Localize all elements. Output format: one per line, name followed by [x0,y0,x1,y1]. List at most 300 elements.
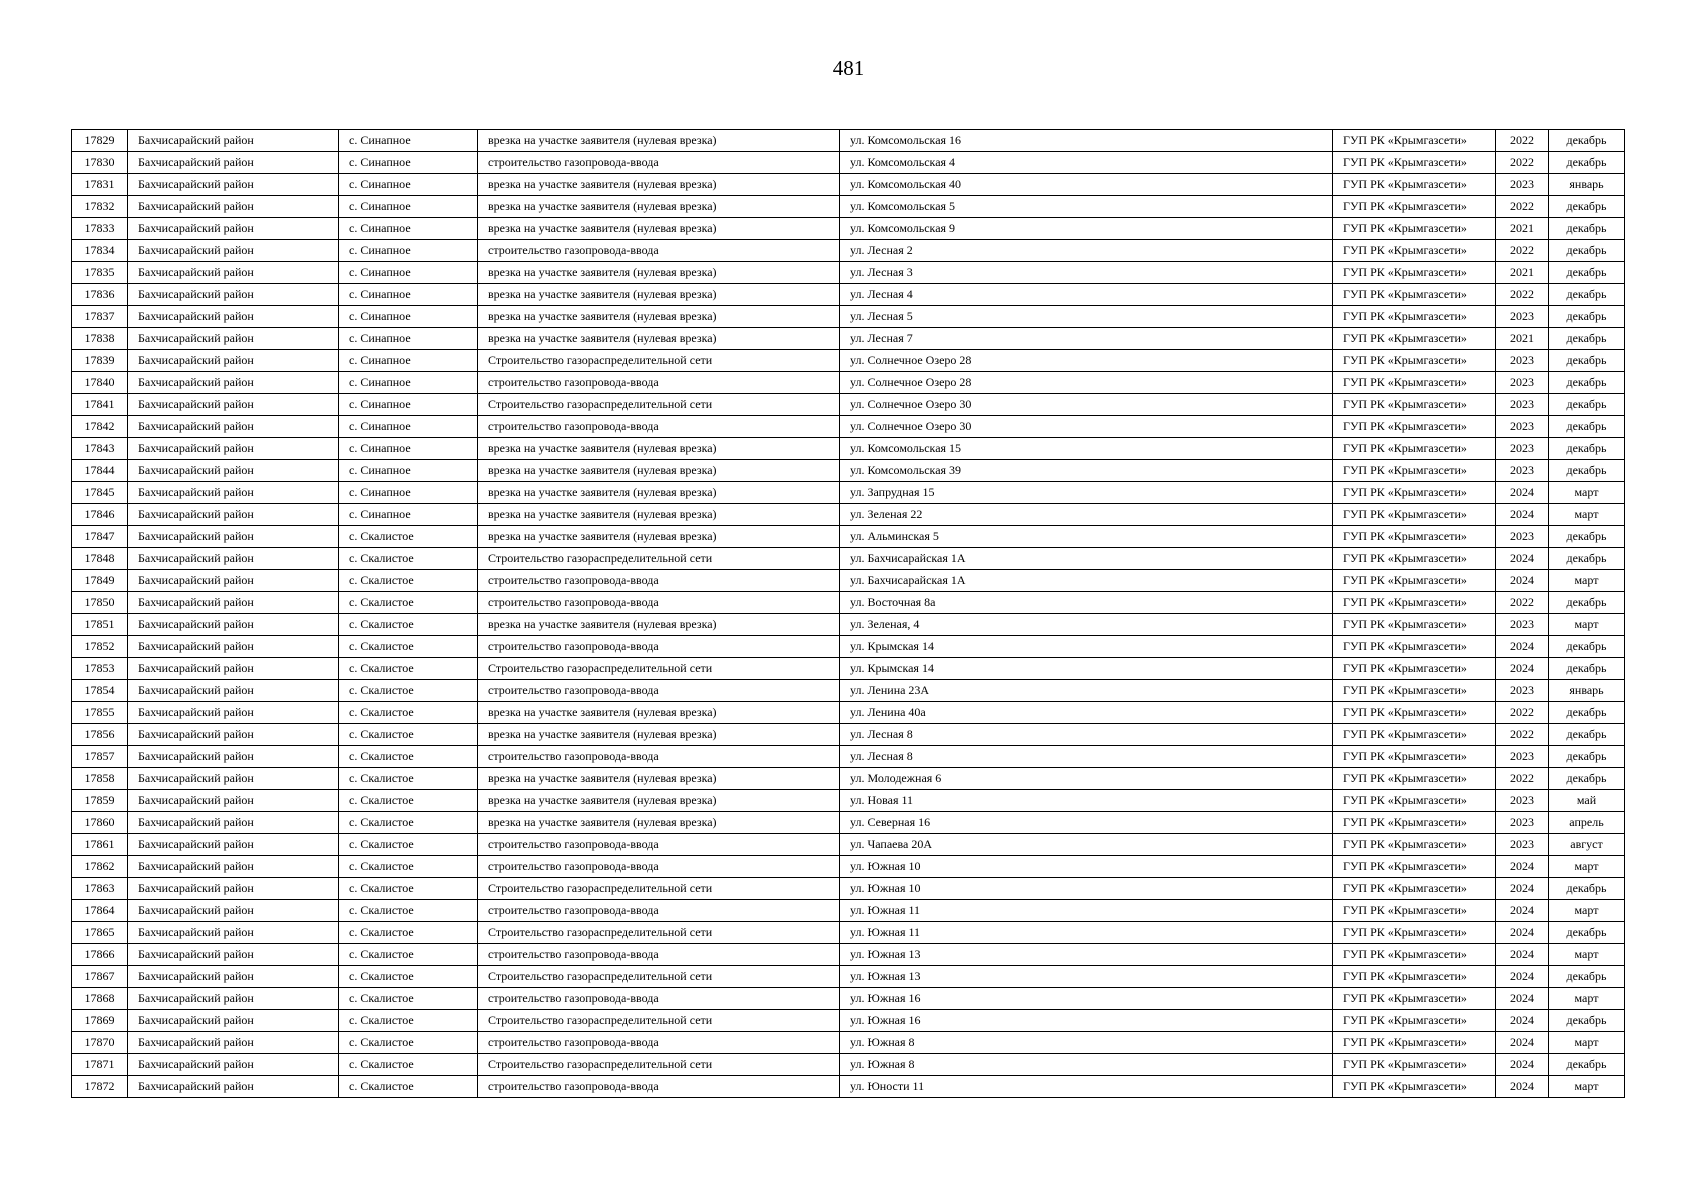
cell-record-number: 17869 [72,1010,128,1032]
cell-month: декабрь [1549,460,1625,482]
cell-year: 2022 [1496,152,1549,174]
cell-organization: ГУП РК «Крымгазсети» [1333,504,1496,526]
cell-month: декабрь [1549,350,1625,372]
cell-address: ул. Комсомольская 5 [840,196,1333,218]
cell-district: Бахчисарайский район [128,196,339,218]
table-row [72,636,1625,658]
cell-address: ул. Комсомольская 40 [840,174,1333,196]
cell-address: ул. Комсомольская 9 [840,218,1333,240]
table-row [72,680,1625,702]
cell-address: ул. Крымская 14 [840,658,1333,680]
cell-work-type: врезка на участке заявителя (нулевая врезка) [478,438,840,460]
cell-work-type: врезка на участке заявителя (нулевая врезка) [478,460,840,482]
cell-address: ул. Лесная 8 [840,724,1333,746]
cell-organization: ГУП РК «Крымгазсети» [1333,438,1496,460]
cell-work-type: строительство газопровода-ввода [478,240,840,262]
table-row [72,966,1625,988]
cell-district: Бахчисарайский район [128,592,339,614]
table-row [72,834,1625,856]
cell-record-number: 17832 [72,196,128,218]
table-row [72,284,1625,306]
cell-district: Бахчисарайский район [128,174,339,196]
cell-record-number: 17856 [72,724,128,746]
cell-district: Бахчисарайский район [128,944,339,966]
cell-district: Бахчисарайский район [128,1054,339,1076]
cell-month: декабрь [1549,746,1625,768]
cell-year: 2024 [1496,944,1549,966]
cell-record-number: 17840 [72,372,128,394]
table-row [72,900,1625,922]
cell-organization: ГУП РК «Крымгазсети» [1333,350,1496,372]
cell-address: ул. Лесная 7 [840,328,1333,350]
cell-record-number: 17872 [72,1076,128,1098]
cell-district: Бахчисарайский район [128,482,339,504]
cell-settlement: с. Синапное [339,196,478,218]
cell-address: ул. Солнечное Озеро 28 [840,350,1333,372]
cell-address: ул. Южная 10 [840,856,1333,878]
table-row [72,526,1625,548]
cell-address: ул. Южная 13 [840,966,1333,988]
cell-organization: ГУП РК «Крымгазсети» [1333,284,1496,306]
cell-work-type: врезка на участке заявителя (нулевая врезка) [478,504,840,526]
cell-year: 2024 [1496,878,1549,900]
cell-district: Бахчисарайский район [128,988,339,1010]
cell-address: ул. Солнечное Озеро 30 [840,416,1333,438]
cell-district: Бахчисарайский район [128,614,339,636]
cell-month: декабрь [1549,262,1625,284]
table-row [72,1054,1625,1076]
cell-settlement: с. Скалистое [339,1010,478,1032]
cell-address: ул. Южная 11 [840,922,1333,944]
cell-organization: ГУП РК «Крымгазсети» [1333,152,1496,174]
cell-year: 2024 [1496,482,1549,504]
cell-record-number: 17839 [72,350,128,372]
cell-month: март [1549,504,1625,526]
cell-record-number: 17857 [72,746,128,768]
cell-record-number: 17835 [72,262,128,284]
cell-record-number: 17863 [72,878,128,900]
cell-settlement: с. Скалистое [339,702,478,724]
cell-settlement: с. Синапное [339,328,478,350]
cell-record-number: 17855 [72,702,128,724]
cell-month: декабрь [1549,878,1625,900]
cell-organization: ГУП РК «Крымгазсети» [1333,306,1496,328]
cell-year: 2024 [1496,1032,1549,1054]
cell-address: ул. Юности 11 [840,1076,1333,1098]
cell-work-type: строительство газопровода-ввода [478,988,840,1010]
cell-organization: ГУП РК «Крымгазсети» [1333,988,1496,1010]
cell-organization: ГУП РК «Крымгазсети» [1333,328,1496,350]
cell-record-number: 17868 [72,988,128,1010]
table-row [72,658,1625,680]
table-row [72,702,1625,724]
cell-work-type: строительство газопровода-ввода [478,1032,840,1054]
cell-address: ул. Комсомольская 16 [840,130,1333,152]
cell-settlement: с. Синапное [339,218,478,240]
table-row [72,262,1625,284]
page-number: 481 [832,56,865,80]
cell-address: ул. Южная 16 [840,1010,1333,1032]
cell-work-type: врезка на участке заявителя (нулевая врезка) [478,262,840,284]
cell-month: январь [1549,174,1625,196]
cell-year: 2023 [1496,460,1549,482]
cell-address: ул. Южная 10 [840,878,1333,900]
cell-month: апрель [1549,812,1625,834]
table-row [72,196,1625,218]
cell-year: 2021 [1496,328,1549,350]
cell-month: март [1549,988,1625,1010]
cell-organization: ГУП РК «Крымгазсети» [1333,394,1496,416]
table-row [72,614,1625,636]
cell-month: март [1549,900,1625,922]
cell-settlement: с. Синапное [339,350,478,372]
cell-district: Бахчисарайский район [128,812,339,834]
cell-record-number: 17858 [72,768,128,790]
cell-address: ул. Восточная 8а [840,592,1333,614]
cell-address: ул. Южная 8 [840,1054,1333,1076]
cell-month: декабрь [1549,966,1625,988]
cell-month: декабрь [1549,394,1625,416]
cell-address: ул. Зеленая, 4 [840,614,1333,636]
cell-year: 2023 [1496,416,1549,438]
cell-district: Бахчисарайский район [128,328,339,350]
cell-district: Бахчисарайский район [128,526,339,548]
cell-record-number: 17833 [72,218,128,240]
cell-address: ул. Лесная 4 [840,284,1333,306]
cell-work-type: врезка на участке заявителя (нулевая врезка) [478,614,840,636]
cell-work-type: врезка на участке заявителя (нулевая врезка) [478,768,840,790]
cell-record-number: 17836 [72,284,128,306]
cell-year: 2022 [1496,284,1549,306]
cell-record-number: 17830 [72,152,128,174]
cell-work-type: Строительство газораспределительной сети [478,394,840,416]
cell-record-number: 17851 [72,614,128,636]
cell-work-type: строительство газопровода-ввода [478,856,840,878]
cell-record-number: 17865 [72,922,128,944]
cell-district: Бахчисарайский район [128,218,339,240]
cell-district: Бахчисарайский район [128,1076,339,1098]
cell-year: 2023 [1496,174,1549,196]
cell-month: декабрь [1549,526,1625,548]
cell-work-type: врезка на участке заявителя (нулевая врезка) [478,130,840,152]
cell-settlement: с. Скалистое [339,724,478,746]
cell-year: 2022 [1496,768,1549,790]
cell-organization: ГУП РК «Крымгазсети» [1333,416,1496,438]
cell-record-number: 17853 [72,658,128,680]
cell-address: ул. Молодежная 6 [840,768,1333,790]
cell-district: Бахчисарайский район [128,900,339,922]
cell-month: декабрь [1549,548,1625,570]
cell-address: ул. Южная 8 [840,1032,1333,1054]
cell-district: Бахчисарайский район [128,262,339,284]
cell-organization: ГУП РК «Крымгазсети» [1333,790,1496,812]
cell-record-number: 17837 [72,306,128,328]
table-row [72,174,1625,196]
cell-address: ул. Лесная 5 [840,306,1333,328]
cell-district: Бахчисарайский район [128,548,339,570]
cell-settlement: с. Скалистое [339,658,478,680]
cell-year: 2024 [1496,988,1549,1010]
cell-year: 2023 [1496,746,1549,768]
cell-year: 2024 [1496,548,1549,570]
cell-work-type: строительство газопровода-ввода [478,570,840,592]
table-row [72,790,1625,812]
table-row [72,240,1625,262]
cell-address: ул. Южная 16 [840,988,1333,1010]
cell-organization: ГУП РК «Крымгазсети» [1333,636,1496,658]
cell-settlement: с. Скалистое [339,548,478,570]
cell-district: Бахчисарайский район [128,284,339,306]
cell-month: декабрь [1549,152,1625,174]
cell-record-number: 17838 [72,328,128,350]
cell-settlement: с. Скалистое [339,878,478,900]
cell-record-number: 17846 [72,504,128,526]
cell-address: ул. Бахчисарайская 1А [840,570,1333,592]
cell-address: ул. Лесная 2 [840,240,1333,262]
cell-record-number: 17859 [72,790,128,812]
cell-work-type: строительство газопровода-ввода [478,592,840,614]
gasification-register-table [71,129,1625,1098]
cell-record-number: 17849 [72,570,128,592]
cell-organization: ГУП РК «Крымгазсети» [1333,878,1496,900]
cell-work-type: строительство газопровода-ввода [478,944,840,966]
cell-organization: ГУП РК «Крымгазсети» [1333,680,1496,702]
cell-settlement: с. Скалистое [339,966,478,988]
table-row [72,1076,1625,1098]
cell-month: декабрь [1549,592,1625,614]
cell-address: ул. Комсомольская 39 [840,460,1333,482]
table-row [72,460,1625,482]
cell-district: Бахчисарайский район [128,240,339,262]
cell-district: Бахчисарайский район [128,658,339,680]
cell-settlement: с. Скалистое [339,900,478,922]
cell-year: 2022 [1496,130,1549,152]
cell-year: 2024 [1496,922,1549,944]
cell-month: май [1549,790,1625,812]
cell-work-type: Строительство газораспределительной сети [478,1054,840,1076]
table-row [72,1010,1625,1032]
cell-address: ул. Солнечное Озеро 30 [840,394,1333,416]
cell-settlement: с. Скалистое [339,790,478,812]
cell-work-type: Строительство газораспределительной сети [478,350,840,372]
cell-settlement: с. Скалистое [339,1032,478,1054]
cell-work-type: врезка на участке заявителя (нулевая врезка) [478,306,840,328]
cell-month: декабрь [1549,372,1625,394]
cell-work-type: врезка на участке заявителя (нулевая врезка) [478,284,840,306]
cell-year: 2024 [1496,504,1549,526]
cell-month: декабрь [1549,218,1625,240]
cell-district: Бахчисарайский район [128,966,339,988]
cell-record-number: 17866 [72,944,128,966]
cell-district: Бахчисарайский район [128,724,339,746]
cell-year: 2023 [1496,526,1549,548]
cell-settlement: с. Скалистое [339,922,478,944]
cell-record-number: 17848 [72,548,128,570]
cell-year: 2023 [1496,790,1549,812]
cell-month: декабрь [1549,702,1625,724]
cell-settlement: с. Скалистое [339,1076,478,1098]
cell-organization: ГУП РК «Крымгазсети» [1333,460,1496,482]
cell-address: ул. Крымская 14 [840,636,1333,658]
table-row [72,988,1625,1010]
cell-district: Бахчисарайский район [128,570,339,592]
cell-year: 2022 [1496,702,1549,724]
cell-district: Бахчисарайский район [128,856,339,878]
cell-work-type: строительство газопровода-ввода [478,680,840,702]
cell-district: Бахчисарайский район [128,1032,339,1054]
cell-district: Бахчисарайский район [128,1010,339,1032]
cell-settlement: с. Синапное [339,174,478,196]
cell-work-type: строительство газопровода-ввода [478,372,840,394]
cell-organization: ГУП РК «Крымгазсети» [1333,130,1496,152]
cell-year: 2023 [1496,394,1549,416]
cell-settlement: с. Синапное [339,438,478,460]
cell-month: декабрь [1549,240,1625,262]
cell-month: декабрь [1549,438,1625,460]
table-row [72,372,1625,394]
cell-month: март [1549,482,1625,504]
cell-record-number: 17871 [72,1054,128,1076]
table-row [72,306,1625,328]
cell-year: 2021 [1496,262,1549,284]
cell-address: ул. Комсомольская 4 [840,152,1333,174]
cell-district: Бахчисарайский район [128,922,339,944]
cell-address: ул. Солнечное Озеро 28 [840,372,1333,394]
cell-work-type: врезка на участке заявителя (нулевая врезка) [478,328,840,350]
cell-organization: ГУП РК «Крымгазсети» [1333,724,1496,746]
cell-organization: ГУП РК «Крымгазсети» [1333,592,1496,614]
cell-record-number: 17847 [72,526,128,548]
cell-year: 2023 [1496,834,1549,856]
cell-work-type: врезка на участке заявителя (нулевая врезка) [478,812,840,834]
cell-month: август [1549,834,1625,856]
table-row [72,812,1625,834]
cell-record-number: 17862 [72,856,128,878]
cell-year: 2024 [1496,900,1549,922]
cell-settlement: с. Скалистое [339,746,478,768]
table-row [72,482,1625,504]
cell-settlement: с. Синапное [339,372,478,394]
cell-record-number: 17842 [72,416,128,438]
table-row [72,922,1625,944]
cell-record-number: 17844 [72,460,128,482]
cell-month: декабрь [1549,1010,1625,1032]
cell-work-type: Строительство газораспределительной сети [478,922,840,944]
cell-work-type: строительство газопровода-ввода [478,746,840,768]
cell-district: Бахчисарайский район [128,394,339,416]
cell-month: декабрь [1549,636,1625,658]
cell-settlement: с. Скалистое [339,592,478,614]
cell-address: ул. Бахчисарайская 1А [840,548,1333,570]
cell-district: Бахчисарайский район [128,790,339,812]
table-row [72,438,1625,460]
cell-year: 2023 [1496,614,1549,636]
cell-work-type: строительство газопровода-ввода [478,900,840,922]
cell-month: январь [1549,680,1625,702]
cell-settlement: с. Синапное [339,504,478,526]
cell-record-number: 17854 [72,680,128,702]
cell-work-type: врезка на участке заявителя (нулевая врезка) [478,790,840,812]
cell-address: ул. Чапаева 20А [840,834,1333,856]
cell-district: Бахчисарайский район [128,680,339,702]
cell-organization: ГУП РК «Крымгазсети» [1333,570,1496,592]
table-row [72,130,1625,152]
cell-year: 2024 [1496,856,1549,878]
cell-address: ул. Ленина 23А [840,680,1333,702]
cell-settlement: с. Синапное [339,394,478,416]
cell-year: 2024 [1496,658,1549,680]
cell-work-type: строительство газопровода-ввода [478,416,840,438]
cell-settlement: с. Синапное [339,240,478,262]
cell-year: 2024 [1496,1054,1549,1076]
cell-organization: ГУП РК «Крымгазсети» [1333,922,1496,944]
cell-organization: ГУП РК «Крымгазсети» [1333,900,1496,922]
cell-month: декабрь [1549,724,1625,746]
cell-work-type: врезка на участке заявителя (нулевая врезка) [478,526,840,548]
cell-organization: ГУП РК «Крымгазсети» [1333,218,1496,240]
cell-settlement: с. Скалистое [339,636,478,658]
cell-organization: ГУП РК «Крымгазсети» [1333,372,1496,394]
cell-settlement: с. Синапное [339,482,478,504]
cell-address: ул. Северная 16 [840,812,1333,834]
cell-record-number: 17829 [72,130,128,152]
cell-address: ул. Южная 11 [840,900,1333,922]
table-row [72,878,1625,900]
cell-work-type: врезка на участке заявителя (нулевая врезка) [478,196,840,218]
table-row [72,768,1625,790]
cell-month: декабрь [1549,130,1625,152]
cell-year: 2023 [1496,438,1549,460]
cell-district: Бахчисарайский район [128,878,339,900]
cell-district: Бахчисарайский район [128,768,339,790]
cell-work-type: врезка на участке заявителя (нулевая врезка) [478,702,840,724]
cell-work-type: врезка на участке заявителя (нулевая врезка) [478,724,840,746]
cell-work-type: Строительство газораспределительной сети [478,548,840,570]
cell-organization: ГУП РК «Крымгазсети» [1333,174,1496,196]
cell-address: ул. Лесная 8 [840,746,1333,768]
cell-record-number: 17845 [72,482,128,504]
cell-organization: ГУП РК «Крымгазсети» [1333,482,1496,504]
cell-work-type: врезка на участке заявителя (нулевая врезка) [478,218,840,240]
table-row [72,328,1625,350]
cell-district: Бахчисарайский район [128,504,339,526]
cell-settlement: с. Скалистое [339,768,478,790]
cell-month: декабрь [1549,196,1625,218]
cell-settlement: с. Скалистое [339,944,478,966]
cell-address: ул. Комсомольская 15 [840,438,1333,460]
cell-year: 2022 [1496,592,1549,614]
cell-district: Бахчисарайский район [128,834,339,856]
cell-work-type: врезка на участке заявителя (нулевая врезка) [478,482,840,504]
cell-month: декабрь [1549,306,1625,328]
cell-month: март [1549,1076,1625,1098]
cell-settlement: с. Синапное [339,152,478,174]
cell-district: Бахчисарайский район [128,306,339,328]
cell-district: Бахчисарайский район [128,152,339,174]
cell-organization: ГУП РК «Крымгазсети» [1333,1076,1496,1098]
cell-record-number: 17864 [72,900,128,922]
cell-record-number: 17831 [72,174,128,196]
table-row [72,856,1625,878]
table-row [72,416,1625,438]
cell-address: ул. Альминская 5 [840,526,1333,548]
cell-settlement: с. Скалистое [339,526,478,548]
cell-year: 2021 [1496,218,1549,240]
cell-year: 2023 [1496,680,1549,702]
cell-month: декабрь [1549,328,1625,350]
table-row [72,394,1625,416]
cell-district: Бахчисарайский район [128,746,339,768]
